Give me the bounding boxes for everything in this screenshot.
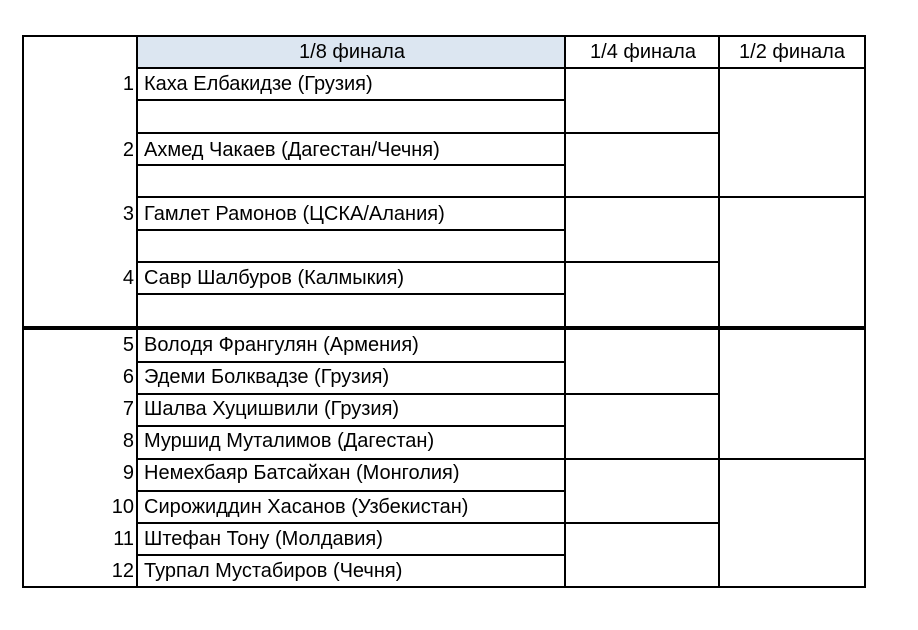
seed-number: 3	[122, 203, 134, 225]
seed-number: 6	[122, 366, 134, 388]
quarter-rule	[564, 132, 720, 134]
participant-name: Штефан Тону (Молдавия)	[144, 528, 383, 550]
semi-rule	[718, 196, 866, 198]
quarter-rule	[564, 522, 720, 524]
row-rule	[136, 164, 566, 166]
header-round-of-16-label: 1/8 финала	[299, 41, 405, 63]
participant-name: Муршид Муталимов (Дагестан)	[144, 430, 435, 452]
participant-name: Сирожиддин Хасанов (Узбекистан)	[144, 496, 469, 518]
row-rule	[136, 490, 566, 492]
seed-number: 4	[122, 267, 134, 289]
seed-number: 1	[122, 73, 134, 95]
participant-name: Эдеми Болквадзе (Грузия)	[144, 366, 390, 388]
participant-name: Ахмед Чакаев (Дагестан/Чечня)	[144, 139, 440, 161]
quarter-rule	[564, 261, 720, 263]
participant-name: Володя Франгулян (Армения)	[144, 334, 419, 356]
seed-number: 5	[122, 334, 134, 356]
header-semifinal-label: 1/2 финала	[739, 41, 845, 63]
group-divider	[22, 326, 866, 330]
seed-number: 2	[122, 139, 134, 161]
row-rule	[136, 393, 566, 395]
header-round-of-16	[138, 37, 566, 68]
seed-number: 7	[122, 398, 134, 420]
divider-number-column	[136, 35, 138, 588]
row-rule	[136, 229, 566, 231]
participant-name: Шалва Хуцишвили (Грузия)	[144, 398, 400, 420]
participant-name: Турпал Мустабиров (Чечня)	[144, 560, 403, 582]
header-rule	[136, 67, 866, 69]
row-rule	[136, 361, 566, 363]
seed-number: 10	[111, 496, 134, 518]
divider-quarter-column	[718, 35, 720, 588]
row-rule	[136, 425, 566, 427]
participant-name: Каха Елбакидзе (Грузия)	[144, 73, 373, 95]
participant-name: Немехбаяр Батсайхан (Монголия)	[144, 462, 460, 484]
border-top	[22, 35, 866, 37]
border-bottom	[22, 586, 866, 588]
header-quarterfinal-label: 1/4 финала	[590, 41, 696, 63]
row-rule	[136, 196, 566, 198]
row-rule	[136, 132, 566, 134]
divider-names-column	[564, 35, 566, 588]
quarter-rule	[564, 458, 720, 460]
seed-number: 12	[111, 560, 134, 582]
seed-number: 11	[113, 528, 134, 550]
participant-name: Савр Шалбуров (Калмыкия)	[144, 267, 405, 289]
semi-rule	[718, 458, 866, 460]
quarter-rule	[564, 196, 720, 198]
seed-number: 8	[122, 430, 134, 452]
row-rule	[136, 293, 566, 295]
border-left	[22, 35, 24, 588]
row-rule	[136, 458, 566, 460]
border-right	[864, 35, 866, 588]
row-rule	[136, 261, 566, 263]
header-semifinal	[720, 37, 864, 68]
row-rule	[136, 99, 566, 101]
quarter-rule	[564, 393, 720, 395]
row-rule	[136, 554, 566, 556]
seed-number: 9	[122, 462, 134, 484]
header-quarterfinal	[566, 37, 720, 68]
row-rule	[136, 522, 566, 524]
participant-name: Гамлет Рамонов (ЦСКА/Алания)	[144, 203, 445, 225]
